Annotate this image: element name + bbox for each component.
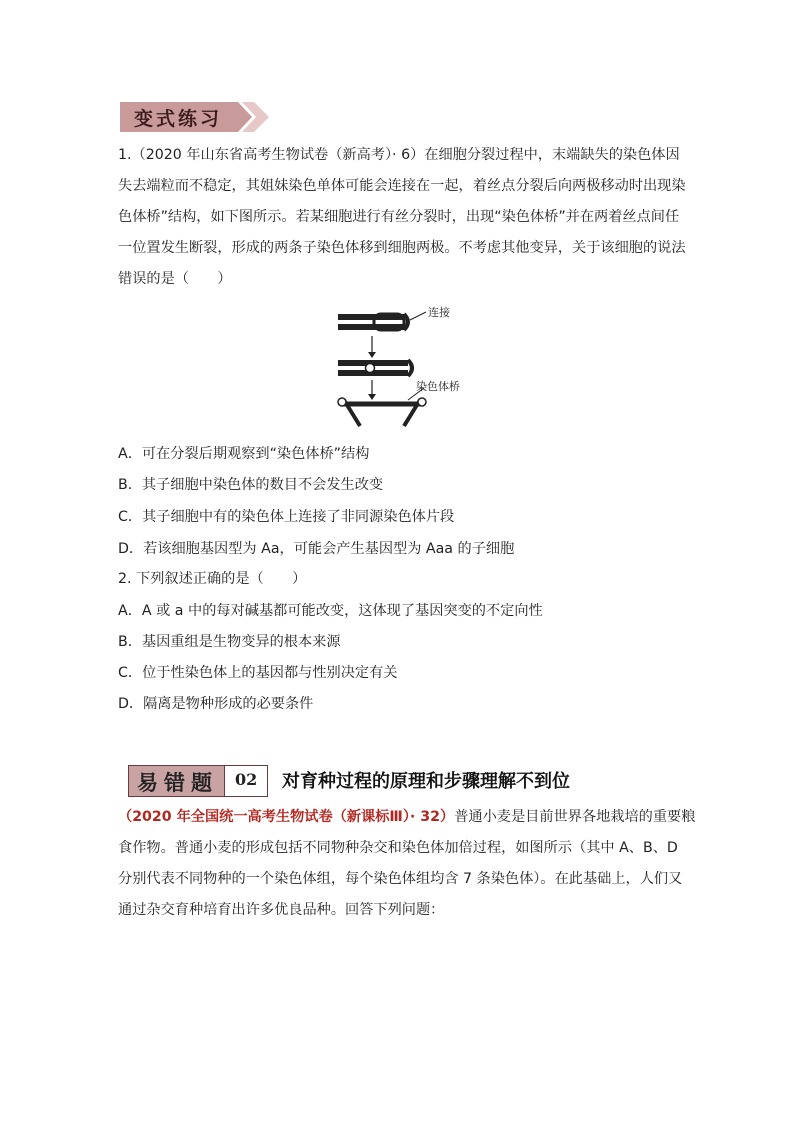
error-number: 02	[235, 770, 258, 789]
error-source: （2020 年全国统一高考生物试卷（新课标Ⅲ）· 32）	[118, 809, 455, 825]
q1-line-4: 一位置发生断裂，形成的两条子染色体移到细胞两极。不考虑其他变异，关于该细胞的说法	[118, 240, 686, 256]
q1-line-2: 失去端粒而不稳定，其姐妹染色单体可能会连接在一起，着丝点分裂后向两极移动时出现染	[118, 178, 686, 194]
chromosome-bridge-figure	[330, 300, 480, 430]
q2-option-a: A．A 或 a 中的每对碱基都可能改变，这体现了基因突变的不定向性	[118, 603, 543, 619]
error-number-box	[224, 765, 268, 797]
q1-line-3: 色体桥”结构，如下图所示。若某细胞进行有丝分裂时，出现“染色体桥”并在两着丝点间任	[118, 209, 680, 225]
chromosome-diagram	[330, 300, 480, 430]
error-body-line-4: 通过杂交育种培育出许多优良品种。回答下列问题：	[118, 902, 445, 918]
q2-stem: 2. 下列叙述正确的是（ ）	[118, 571, 307, 587]
section-banner	[120, 100, 272, 134]
q2-option-b: B．基因重组是生物变异的根本来源	[118, 634, 341, 650]
error-tag: 易错题	[137, 770, 218, 795]
error-body-line-1-text: 普通小麦是目前世界各地栽培的重要粮	[454, 809, 696, 825]
error-body-line-2: 食作物。普通小麦的形成包括不同物种杂交和染色体加倍过程，如图所示（其中 A、B、D	[118, 840, 678, 856]
q2-option-d: D．隔离是物种形成的必要条件	[118, 696, 314, 712]
q1-option-c: C．其子细胞中有的染色体上连接了非同源染色体片段	[118, 509, 455, 525]
q1-line-5: 错误的是（ ）	[118, 271, 232, 287]
figure-label-bridge: 染色体桥	[416, 380, 460, 393]
error-title: 对育种过程的原理和步骤理解不到位	[282, 771, 570, 792]
error-body-line-3: 分别代表不同物种的一个染色体组，每个染色体组均含 7 条染色体）。在此基础上，人们又	[118, 871, 683, 887]
figure-label-connect: 连接	[428, 306, 450, 319]
error-tag-box	[128, 765, 226, 797]
q1-option-d: D．若该细胞基因型为 Aa，可能会产生基因型为 Aaa 的子细胞	[118, 541, 515, 557]
error-body-line-1	[118, 802, 695, 833]
q1-option-a: A．可在分裂后期观察到“染色体桥”结构	[118, 446, 370, 462]
q2-option-c: C．位于性染色体上的基因都与性别决定有关	[118, 665, 398, 681]
q1-option-b: B．其子细胞中染色体的数目不会发生改变	[118, 477, 384, 493]
banner-label: 变式练习	[134, 108, 223, 130]
q1-line-1: 1.（2020 年山东省高考生物试卷（新高考）· 6）在细胞分裂过程中，末端缺失的染色体因	[118, 147, 680, 163]
